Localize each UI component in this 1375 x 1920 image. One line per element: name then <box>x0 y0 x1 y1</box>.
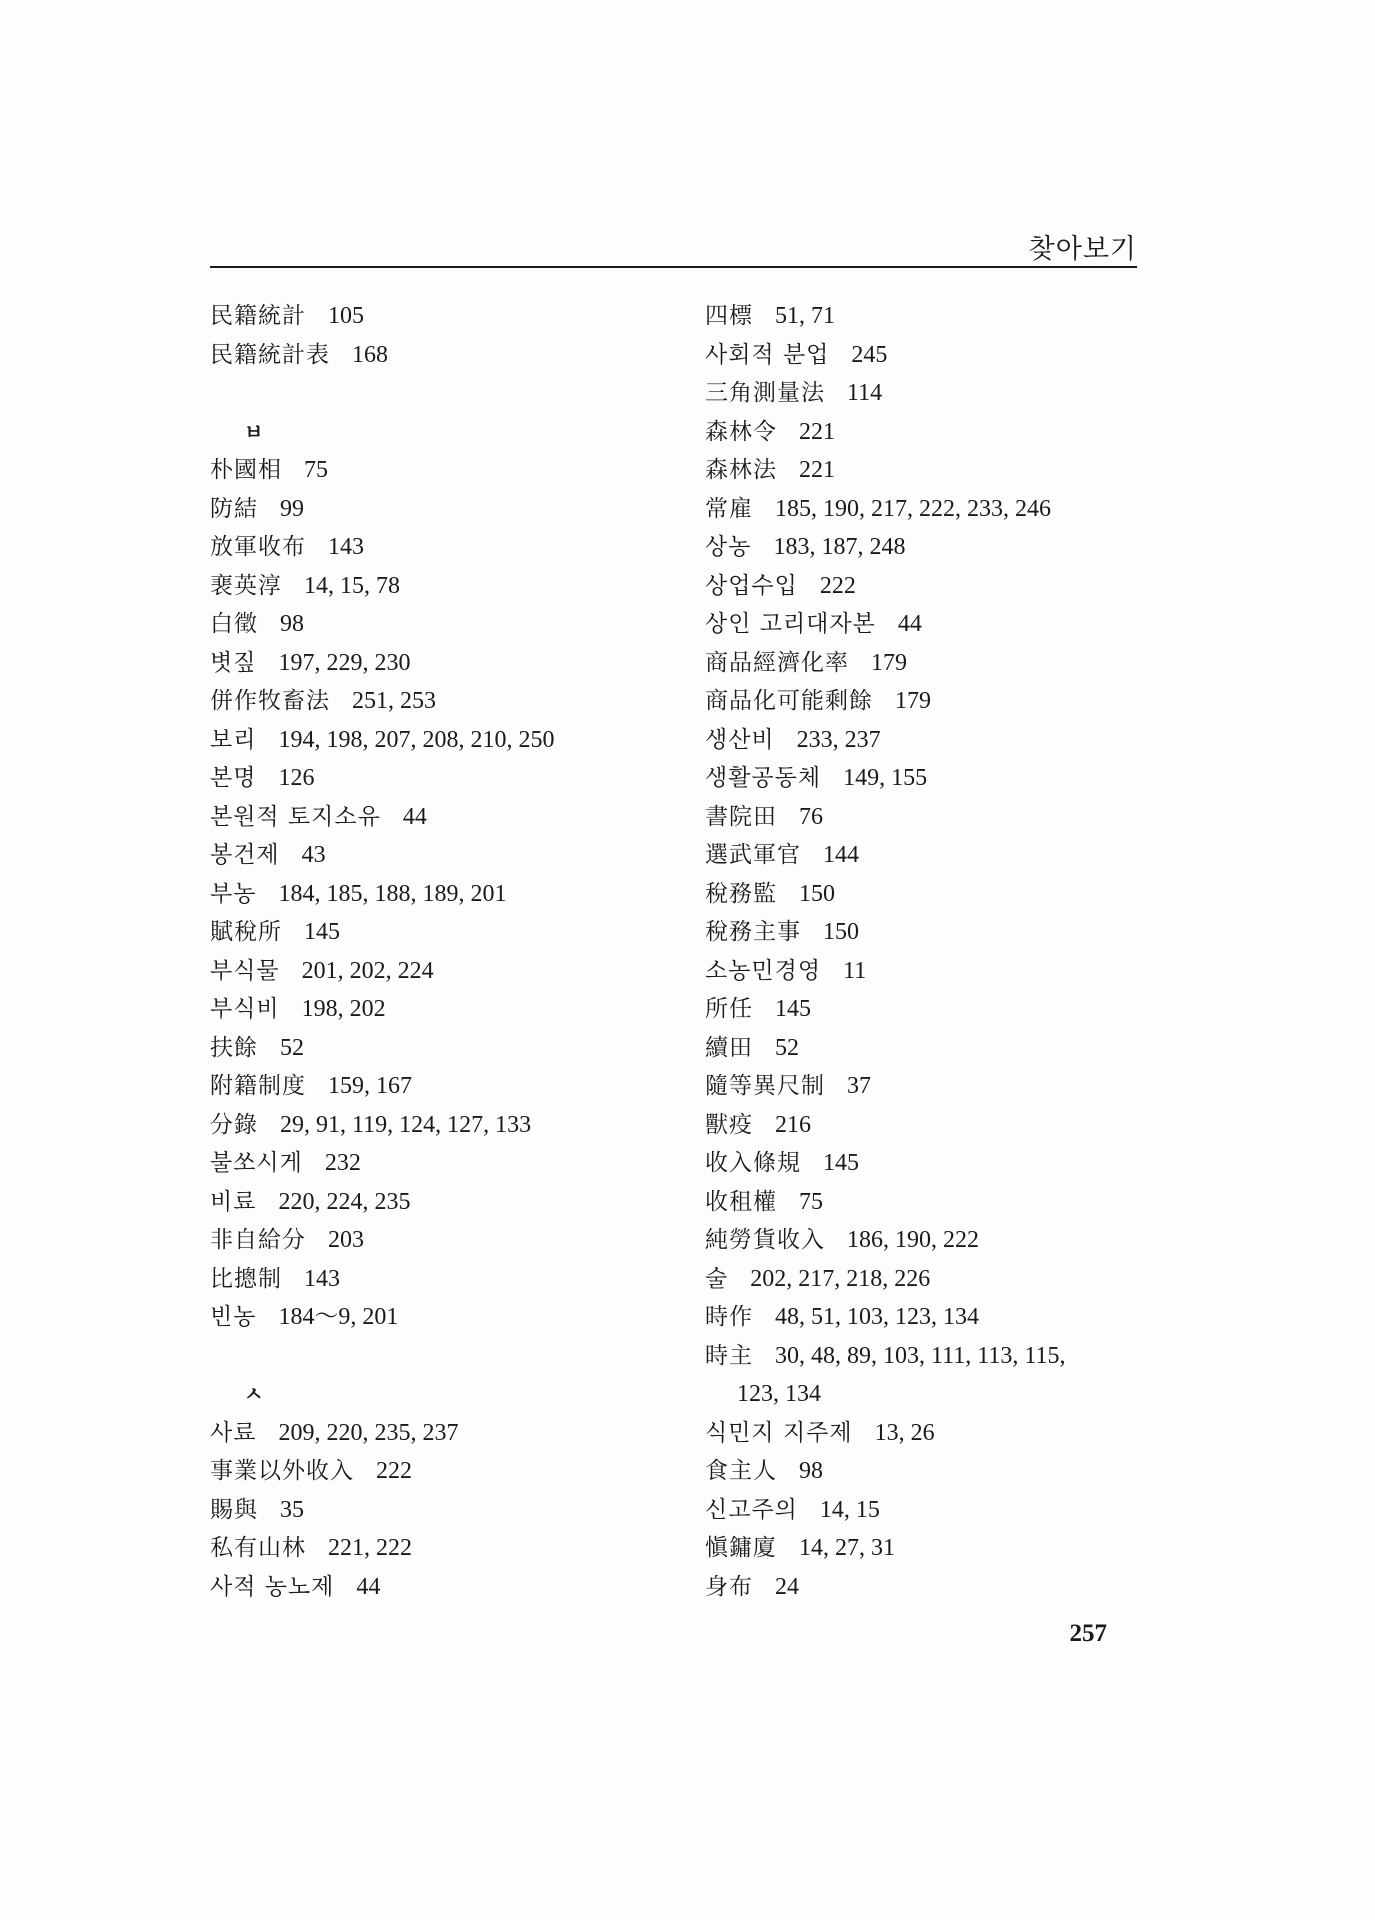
index-entry <box>705 1106 1145 1145</box>
entry-term: 森林法 <box>705 457 777 483</box>
entry-pages: 75 <box>304 457 328 483</box>
index-entry-continuation <box>705 1375 1145 1414</box>
entry-pages: 183, 187, 248 <box>773 534 906 560</box>
index-entry <box>210 605 670 644</box>
index-entry <box>210 1298 670 1337</box>
entry-term: 본원적 토지소유 <box>210 803 381 830</box>
index-entry <box>705 1529 1145 1568</box>
entry-term: 身布 <box>705 1573 753 1600</box>
index-entry <box>705 952 1145 991</box>
entry-pages: 29, 91, 119, 124, 127, 133 <box>280 1111 532 1138</box>
entry-pages: 221 <box>799 457 835 483</box>
index-entry <box>705 990 1145 1029</box>
entry-pages: 221 <box>799 418 835 445</box>
entry-pages: 216 <box>775 1111 811 1138</box>
index-entry <box>210 1491 670 1530</box>
index-entry <box>705 374 1145 413</box>
entry-pages: 24 <box>775 1573 799 1600</box>
entry-term: 白徵 <box>210 611 258 637</box>
entry-pages: 168 <box>352 341 388 368</box>
index-entry <box>705 1144 1145 1183</box>
section-letter: ㅅ <box>244 1382 264 1406</box>
entry-term: 부식물 <box>210 957 280 984</box>
entry-pages: 126 <box>278 765 315 791</box>
entry-pages: 144 <box>823 842 859 868</box>
entry-term: 比摠制 <box>210 1265 282 1292</box>
index-column-left <box>210 297 670 1606</box>
index-entry <box>705 644 1145 683</box>
index-entry <box>210 1144 670 1183</box>
index-entry <box>210 528 670 567</box>
entry-pages: 14, 27, 31 <box>799 1535 895 1561</box>
index-entry <box>210 1221 670 1260</box>
entry-term: 續田 <box>705 1034 753 1061</box>
index-entry <box>705 759 1145 798</box>
entry-pages: 35 <box>280 1496 304 1523</box>
index-entry <box>705 836 1145 875</box>
entry-pages: 220, 224, 235 <box>278 1188 411 1215</box>
entry-pages: 13, 26 <box>874 1419 935 1446</box>
index-entry <box>705 1067 1145 1106</box>
entry-pages: 48, 51, 103, 123, 134 <box>775 1304 979 1330</box>
index-entry <box>210 451 670 490</box>
entry-term: 식민지 지주제 <box>705 1419 853 1446</box>
entry-pages: 51, 71 <box>775 303 835 329</box>
entry-term: 보리 <box>210 726 257 753</box>
entry-term: 朴國相 <box>210 457 282 483</box>
index-entry <box>210 1260 670 1299</box>
entry-pages: 98 <box>280 611 304 637</box>
entry-pages: 150 <box>799 880 835 907</box>
entry-term: 신고주의 <box>705 1496 798 1523</box>
entry-term: 愼鏞廈 <box>705 1535 777 1561</box>
index-entry <box>210 1529 670 1568</box>
entry-pages: 11 <box>843 957 867 984</box>
entry-term: 食主人 <box>705 1458 777 1484</box>
entry-pages: 186, 190, 222 <box>847 1227 979 1253</box>
index-entry <box>705 490 1145 529</box>
index-entry <box>705 798 1145 837</box>
header-rule <box>210 266 1137 268</box>
entry-term: 상업수입 <box>705 572 798 599</box>
index-entry <box>705 1337 1145 1376</box>
index-entry <box>210 1568 670 1607</box>
section-letter: ㅂ <box>244 419 264 444</box>
entry-term: 상농 <box>705 534 752 560</box>
index-entry <box>705 1414 1145 1453</box>
section-gap <box>210 374 670 413</box>
entry-term: 森林令 <box>705 418 777 445</box>
entry-term: 사회적 분업 <box>705 341 830 368</box>
entry-term: 봉건제 <box>210 842 280 868</box>
entry-pages: 44 <box>897 611 922 637</box>
index-entry <box>210 1414 670 1453</box>
entry-term: 分錄 <box>210 1111 258 1138</box>
entry-pages: 201, 202, 224 <box>301 957 434 984</box>
index-entry <box>210 759 670 798</box>
index-entry <box>705 605 1145 644</box>
entry-pages: 52 <box>280 1034 304 1061</box>
entry-term: 併作牧畜法 <box>210 688 330 714</box>
entry-pages: 233, 237 <box>796 726 881 753</box>
entry-term: 放軍收布 <box>210 534 306 560</box>
index-entry <box>705 1298 1145 1337</box>
entry-term: 時作 <box>705 1304 753 1330</box>
index-entry <box>210 1067 670 1106</box>
entry-pages: 221, 222 <box>328 1535 412 1561</box>
index-entry <box>210 297 670 336</box>
entry-term: 獸疫 <box>705 1111 753 1138</box>
entry-pages: 14, 15 <box>819 1496 880 1523</box>
entry-term: 稅務監 <box>705 880 777 907</box>
index-entry <box>705 413 1145 452</box>
entry-pages: 179 <box>871 649 907 676</box>
index-entry <box>705 1183 1145 1222</box>
entry-pages: 194, 198, 207, 208, 210, 250 <box>278 726 555 753</box>
entry-pages: 114 <box>847 380 883 406</box>
entry-term: 賜與 <box>210 1496 258 1523</box>
index-entry <box>210 913 670 952</box>
entry-pages: 143 <box>304 1265 340 1292</box>
entry-pages: 123, 134 <box>737 1381 821 1407</box>
index-entry <box>210 836 670 875</box>
entry-pages: 198, 202 <box>301 996 386 1022</box>
entry-term: 빈농 <box>210 1304 257 1330</box>
entry-term: 부농 <box>210 880 257 907</box>
entry-pages: 75 <box>799 1188 823 1215</box>
entry-pages: 203 <box>328 1227 364 1253</box>
index-column-right <box>705 297 1145 1606</box>
entry-term: 소농민경영 <box>705 957 822 984</box>
entry-term: 收租權 <box>705 1188 777 1215</box>
index-entry <box>210 644 670 683</box>
index-entry <box>210 567 670 606</box>
entry-term: 隨等異尺制 <box>705 1073 825 1099</box>
entry-pages: 197, 229, 230 <box>278 649 411 676</box>
entry-pages: 99 <box>280 495 304 522</box>
entry-term: 사료 <box>210 1419 257 1446</box>
entry-pages: 76 <box>799 803 823 830</box>
entry-pages: 52 <box>775 1034 799 1061</box>
index-entry <box>705 297 1145 336</box>
entry-term: 三角測量法 <box>705 380 825 406</box>
running-header-title: 찾아보기 <box>1028 234 1137 265</box>
index-entry <box>705 1568 1145 1607</box>
entry-term: 民籍統計表 <box>210 341 330 368</box>
index-entry <box>210 1106 670 1145</box>
index-entry <box>705 528 1145 567</box>
index-entry <box>705 875 1145 914</box>
entry-term: 賦稅所 <box>210 919 282 945</box>
entry-term: 私有山林 <box>210 1535 306 1561</box>
index-entry <box>210 990 670 1029</box>
entry-term: 생활공동체 <box>705 765 822 791</box>
entry-pages: 105 <box>328 303 364 329</box>
index-entry <box>705 336 1145 375</box>
entry-term: 民籍統計 <box>210 303 306 329</box>
entry-pages: 150 <box>823 919 859 945</box>
entry-pages: 145 <box>775 996 811 1022</box>
entry-pages: 149, 155 <box>843 765 928 791</box>
index-entry <box>705 682 1145 721</box>
entry-pages: 43 <box>301 842 326 868</box>
entry-pages: 179 <box>895 688 931 714</box>
entry-term: 附籍制度 <box>210 1073 306 1099</box>
index-entry <box>210 682 670 721</box>
entry-pages: 232 <box>324 1150 361 1176</box>
entry-pages: 37 <box>847 1073 871 1099</box>
index-entry <box>705 451 1145 490</box>
entry-term: 事業以外收入 <box>210 1458 354 1484</box>
entry-term: 四標 <box>705 303 753 329</box>
entry-pages: 143 <box>328 534 364 560</box>
entry-term: 부식비 <box>210 996 280 1022</box>
entry-pages: 44 <box>356 1573 381 1600</box>
entry-pages: 30, 48, 89, 103, 111, 113, 115, <box>775 1342 1066 1369</box>
entry-term: 扶餘 <box>210 1034 258 1061</box>
entry-term: 收入條規 <box>705 1150 801 1176</box>
index-entry <box>705 1260 1145 1299</box>
entry-pages: 222 <box>376 1458 412 1484</box>
entry-term: 비료 <box>210 1188 257 1215</box>
index-entry <box>210 336 670 375</box>
entry-term: 純勞貨收入 <box>705 1227 825 1253</box>
entry-term: 술 <box>705 1265 729 1292</box>
entry-pages: 184～9, 201 <box>278 1304 399 1330</box>
entry-pages: 159, 167 <box>328 1073 412 1099</box>
index-entry <box>210 952 670 991</box>
entry-term: 불쏘시게 <box>210 1150 303 1176</box>
entry-pages: 251, 253 <box>352 688 436 714</box>
index-entry <box>705 913 1145 952</box>
index-entry <box>210 1029 670 1068</box>
entry-term: 商品化可能剩餘 <box>705 688 873 714</box>
index-entry <box>705 1221 1145 1260</box>
entry-pages: 44 <box>402 803 427 830</box>
entry-pages: 98 <box>799 1458 823 1484</box>
entry-term: 본명 <box>210 765 257 791</box>
entry-term: 볏짚 <box>210 649 257 676</box>
entry-term: 裵英淳 <box>210 572 282 599</box>
entry-term: 時主 <box>705 1342 753 1369</box>
index-entry <box>210 1183 670 1222</box>
index-entry <box>705 1029 1145 1068</box>
entry-pages: 202, 217, 218, 226 <box>750 1265 931 1292</box>
entry-pages: 145 <box>823 1150 859 1176</box>
entry-pages: 145 <box>304 919 340 945</box>
entry-term: 書院田 <box>705 803 777 830</box>
index-entry <box>705 567 1145 606</box>
entry-term: 商品經濟化率 <box>705 649 849 676</box>
entry-pages: 184, 185, 188, 189, 201 <box>278 880 507 907</box>
index-entry <box>705 1491 1145 1530</box>
entry-pages: 209, 220, 235, 237 <box>278 1419 459 1446</box>
entry-term: 常雇 <box>705 495 753 522</box>
section-gap <box>210 1337 670 1376</box>
index-entry <box>210 875 670 914</box>
entry-term: 사적 농노제 <box>210 1573 335 1600</box>
entry-pages: 185, 190, 217, 222, 233, 246 <box>775 495 1051 522</box>
index-entry <box>210 1452 670 1491</box>
index-entry <box>705 1452 1145 1491</box>
index-entry <box>210 721 670 760</box>
index-entry <box>210 798 670 837</box>
entry-term: 상인 고리대자본 <box>705 611 876 637</box>
entry-pages: 222 <box>819 572 856 599</box>
entry-term: 稅務主事 <box>705 919 801 945</box>
entry-term: 選武軍官 <box>705 842 801 868</box>
entry-term: 防結 <box>210 495 258 522</box>
index-entry <box>705 721 1145 760</box>
entry-pages: 14, 15, 78 <box>304 572 400 599</box>
entry-term: 非自給分 <box>210 1227 306 1253</box>
entry-term: 생산비 <box>705 726 775 753</box>
page-number: 257 <box>1069 1620 1107 1647</box>
entry-term: 所任 <box>705 996 753 1022</box>
entry-pages: 245 <box>851 341 888 368</box>
index-entry <box>210 490 670 529</box>
